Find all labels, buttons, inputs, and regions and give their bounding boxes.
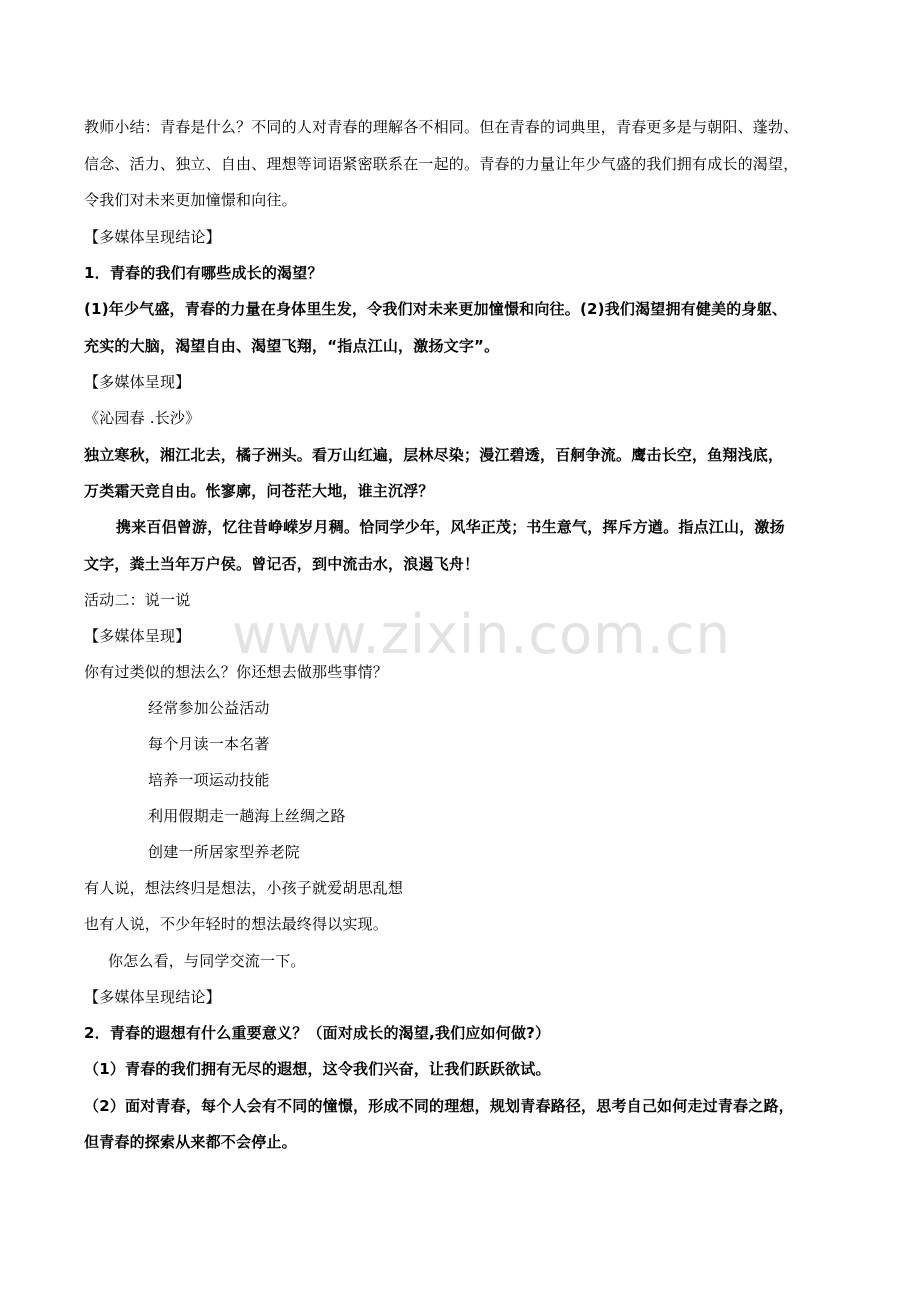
answer-line-2: 充实的大脑，渴望自由、渴望飞翔，“指点江山，激扬文字”。 xyxy=(84,337,500,355)
opinion-line: 也有人说，不少年轻时的想法最终得以实现。 xyxy=(84,915,389,933)
question-heading: 2．青春的遐想有什么重要意义？（面对成长的渴望,我们应如何做?） xyxy=(84,1024,551,1042)
list-item: 利用假期走一趟海上丝绸之路 xyxy=(148,807,346,825)
poem-line: 携来百侣曾游，忆往昔峥嵘岁月稠。恰同学少年，风华正茂；书生意气，挥斥方遒。指点江山，激扬 xyxy=(116,518,785,536)
answer-line: 但青春的探索从来都不会停止。 xyxy=(84,1133,297,1151)
poem-line: 文字，粪土当年万户侯。曾记否，到中流击水，浪遏飞舟！ xyxy=(84,555,480,573)
section-label: 【多媒体呈现结论】 xyxy=(84,988,221,1006)
poem-title: 《沁园春 .长沙》 xyxy=(84,409,201,427)
discussion-prompt: 你怎么看，与同学交流一下。 xyxy=(108,952,306,970)
list-item: 经常参加公益活动 xyxy=(148,699,270,717)
section-label: 【多媒体呈现结论】 xyxy=(84,228,221,246)
prompt-line: 你有过类似的想法么？你还想去做那些事情？ xyxy=(84,663,389,681)
activity-heading: 活动二：说一说 xyxy=(84,591,191,609)
summary-line-2: 信念、活力、独立、自由、理想等词语紧密联系在一起的。青春的力量让年少气盛的我们拥有成长的渴望， xyxy=(84,155,799,173)
answer-line: （1）青春的我们拥有无尽的遐想，这令我们兴奋，让我们跃跃欲试。 xyxy=(84,1060,551,1078)
summary-line-3: 令我们对未来更加憧憬和向往。 xyxy=(84,191,297,209)
summary-line-1: 教师小结：青春是什么？不同的人对青春的理解各不相同。但在青春的词典里，青春更多是与朝阳、蓬勃、 xyxy=(84,118,799,136)
opinion-line: 有人说，想法终归是想法，小孩子就爱胡思乱想 xyxy=(84,879,404,897)
list-item: 每个月读一本名著 xyxy=(148,735,270,753)
section-label: 【多媒体呈现】 xyxy=(84,627,191,645)
list-item: 培养一项运动技能 xyxy=(148,771,270,789)
poem-line: 独立寒秋，湘江北去，橘子洲头。看万山红遍，层林尽染；漫江碧透，百舸争流。鹰击长空，鱼翔浅底， xyxy=(84,446,784,464)
section-label: 【多媒体呈现】 xyxy=(84,373,191,391)
poem-line: 万类霜天竞自由。怅寥廓，问苍茫大地，谁主沉浮？ xyxy=(84,482,434,500)
answer-line: （2）面对青春，每个人会有不同的憧憬，形成不同的理想，规划青春路径，思考自己如何走过青春之路， xyxy=(84,1097,794,1115)
answer-line-1: (1)年少气盛，青春的力量在身体里生发，令我们对未来更加憧憬和向往。(2)我们渴望拥有健美的身躯、 xyxy=(84,300,788,318)
question-heading: 1．青春的我们有哪些成长的渴望？ xyxy=(84,264,323,282)
watermark: www.zixin.com.cn xyxy=(232,603,731,666)
list-item: 创建一所居家型养老院 xyxy=(148,843,301,861)
